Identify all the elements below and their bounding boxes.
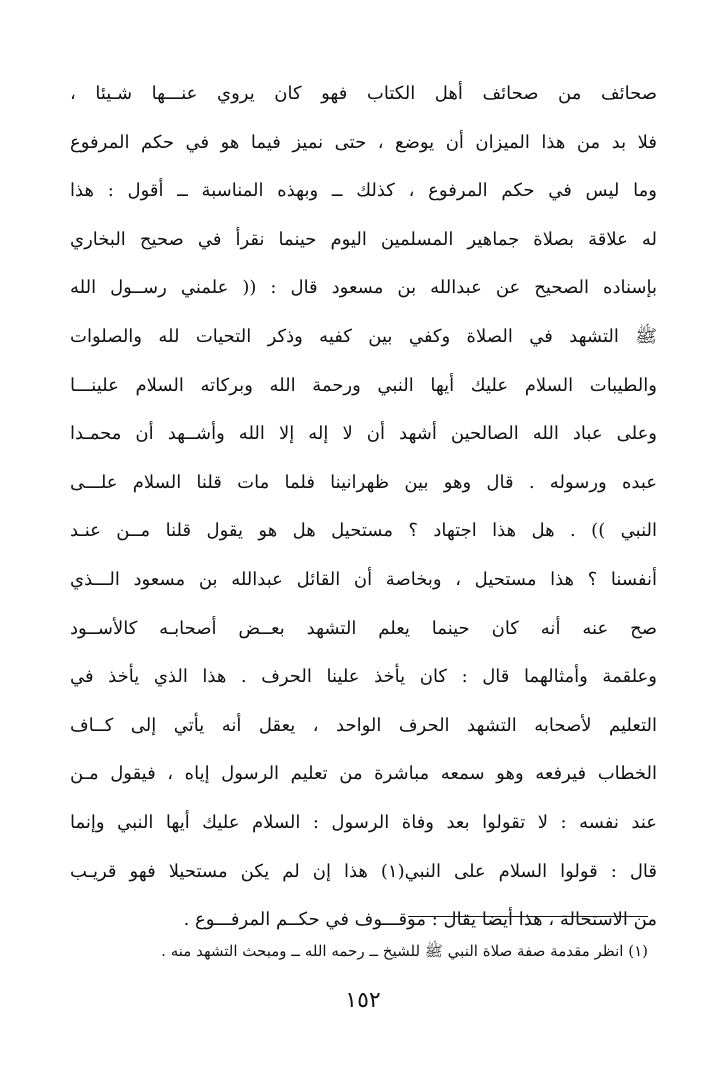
text-line: وعلقمة وأمثالهما قال : كان يأخذ علينا الحرف . هذا الذي يأخذ في xyxy=(70,666,657,688)
text-line: وعلى عباد الله الصالحين أشهد أن لا إله إلا الله وأشــهد أن محمـدا xyxy=(70,423,657,445)
text-line: وما ليس في حكم المرفوع ، كذلك ــ وبهذه المناسبة ــ أقول : هذا xyxy=(70,180,657,202)
text-line: من الاستحالة ، هذا أيضا يقال : موقـــوف في حكــم المرفـــوع . xyxy=(183,909,657,931)
footnote: (١) انظر مقدمة صفة صلاة النبي ﷺ للشيخ ــ رحمه الله ــ ومبحث التشهد منه . xyxy=(161,942,648,960)
text-line: له علاقة بصلاة جماهير المسلمين اليوم حينما نقرأ في صحيح البخاري xyxy=(70,228,657,250)
text-line: صحائف من صحائف أهل الكتاب فهو كان يروي عنـــها شـيئا ، xyxy=(70,83,657,104)
text-line: أنفسنا ؟ هذا مستحيل ، وبخاصة أن القائل عبدالله بن مسعود الـــذي xyxy=(70,568,657,590)
page-number: ١٥٢ xyxy=(345,988,381,1013)
body-text xyxy=(70,70,657,945)
text-line: بإسناده الصحيح عن عبدالله بن مسعود قال : (( علمني رســول الله xyxy=(70,277,657,299)
text-line: النبي )) . هل هذا اجتهاد ؟ مستحيل هل هو يقول قلنا مــن عنـد xyxy=(70,520,657,542)
text-line: صح عنه أنه كان حينما يعلم التشهد بعــض أصحابـه كالأســود xyxy=(70,617,657,639)
text-line: فلا بد من هذا الميزان أن يوضع ، حتى نميز فيما هو في حكم المرفوع xyxy=(70,131,657,153)
text-line: التعليم لأصحابه التشهد الحرف الواحد ، يعقل أنه يأتي إلى كــاف xyxy=(70,714,657,736)
text-line: عند نفسه : لا تقولوا بعد وفاة الرسول : السلام عليك أيها النبي وإنما xyxy=(70,811,657,833)
footnote-divider xyxy=(408,916,648,917)
text-line: عبده ورسوله . قال وهو بين ظهرانينا فلما مات قلنا السلام علـــى xyxy=(70,471,657,493)
text-line: قال : قولوا السلام على النبي(١) هذا إن لم يكن مستحيلا فهو قريـب xyxy=(70,860,657,882)
text-line: ﷺ التشهد في الصلاة وكفي بين كفيه وذكر التحيات لله والصلوات xyxy=(70,325,657,347)
text-line: الخطاب فيرفعه وهو سمعه مباشرة من تعليم الرسول إياه ، فيقول مـن xyxy=(70,763,657,785)
text-line: والطيبات السلام عليك أيها النبي ورحمة الله وبركاته السلام علينـــا xyxy=(70,374,657,396)
